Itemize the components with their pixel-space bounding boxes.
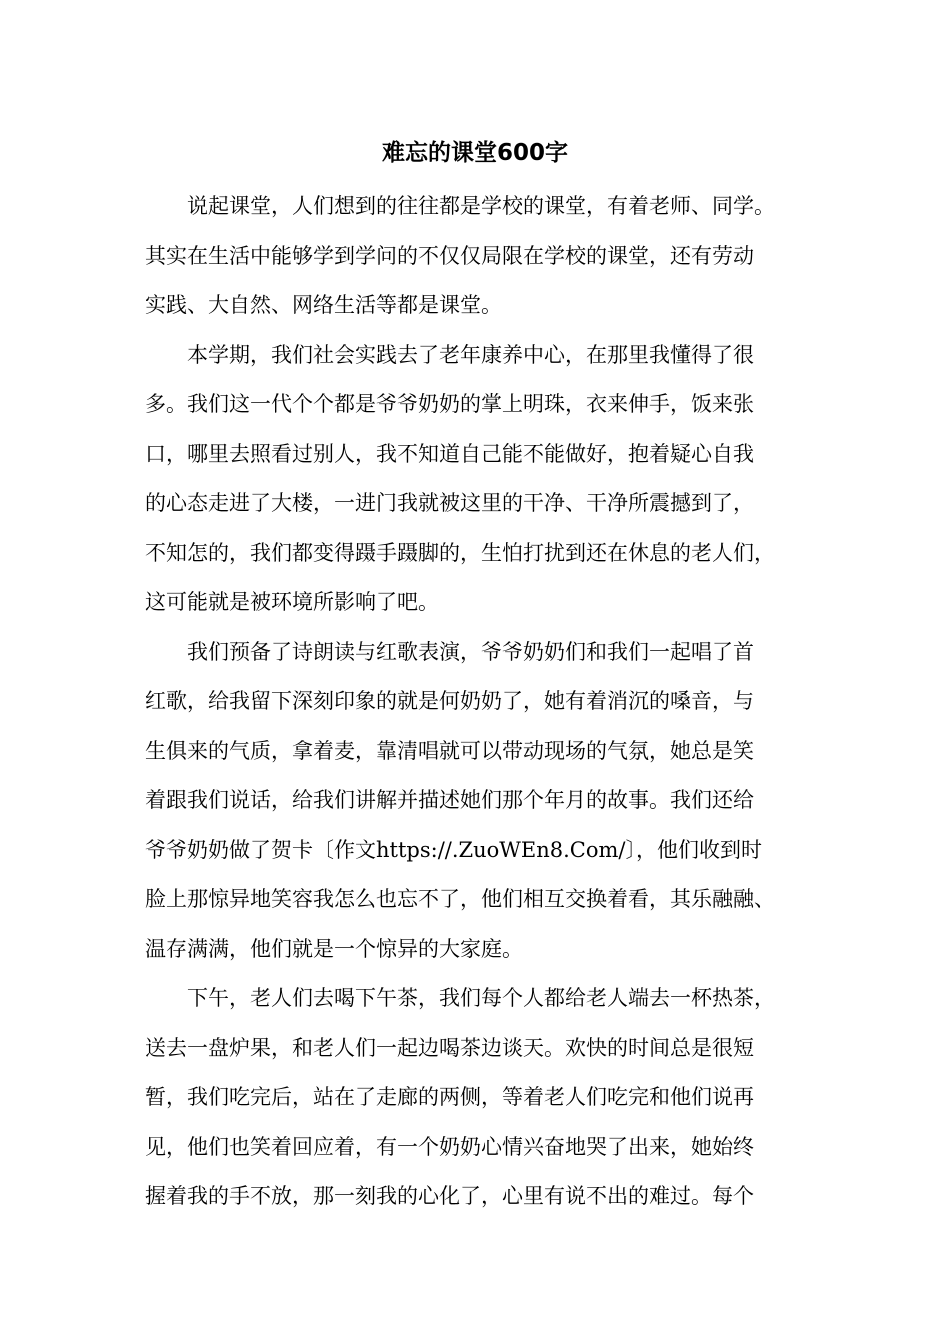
text-line: 着跟我们说话，给我们讲解并描述她们那个年月的故事。我们还给 xyxy=(145,788,754,812)
text-line: 爷爷奶奶做了贺卡〔作文https://.ZuoWEn8.Com/〕，他们收到时 xyxy=(145,837,762,862)
text-line: 本学期，我们社会实践去了老年康养中心，在那里我懂得了很 xyxy=(187,342,754,367)
text-line: 这可能就是被环境所影响了吧。 xyxy=(145,590,439,614)
paragraph-3 xyxy=(145,628,825,975)
paragraph-4 xyxy=(145,974,825,1222)
text-line: 生俱来的气质，拿着麦，靠清唱就可以带动现场的气氛，她总是笑 xyxy=(145,738,754,763)
text-line: 脸上那惊异地笑容我怎么也忘不了，他们相互交换着看，其乐融融、 xyxy=(145,887,775,911)
text-line: 我们预备了诗朗读与红歌表演，爷爷奶奶们和我们一起唱了首 xyxy=(187,639,754,664)
text-line: 其实在生活中能够学到学问的不仅仅局限在学校的课堂，还有劳动 xyxy=(145,243,754,268)
text-line: 的心态走进了大楼，一进门我就被这里的干净、干净所震撼到了， xyxy=(145,491,754,515)
text-line: 多。我们这一代个个都是爷爷奶奶的掌上明珠，衣来伸手，饭来张 xyxy=(145,392,754,416)
document-title: 难忘的课堂600字 xyxy=(381,140,568,166)
document-body xyxy=(145,182,825,1222)
text-line: 温存满满，他们就是一个惊异的大家庭。 xyxy=(145,936,523,961)
text-line: 见，他们也笑着回应着，有一个奶奶心情兴奋地哭了出来，她始终 xyxy=(145,1134,754,1159)
paragraph-1 xyxy=(145,182,825,331)
text-line: 握着我的手不放，那一刻我的心化了，心里有说不出的难过。每个 xyxy=(145,1184,754,1208)
text-line: 口，哪里去照看过别人，我不知道自己能不能做好，抱着疑心自我 xyxy=(145,441,754,466)
text-line: 不知怎的，我们都变得蹑手蹑脚的，生怕打扰到还在休息的老人们， xyxy=(145,540,775,565)
text-line: 下午，老人们去喝下午茶，我们每个人都给老人端去一杯热茶， xyxy=(187,986,775,1010)
text-line: 实践、大自然、网络生活等都是课堂。 xyxy=(145,293,502,317)
text-line: 说起课堂，人们想到的往往都是学校的课堂，有着老师、同学。 xyxy=(187,194,775,218)
paragraph-2 xyxy=(145,331,825,628)
text-line: 红歌，给我留下深刻印象的就是何奶奶了，她有着消沉的嗓音，与 xyxy=(145,689,754,713)
text-line: 暂，我们吃完后，站在了走廊的两侧，等着老人们吃完和他们说再 xyxy=(145,1085,754,1109)
text-line: 送去一盘炉果，和老人们一起边喝茶边谈天。欢快的时间总是很短 xyxy=(145,1035,754,1060)
